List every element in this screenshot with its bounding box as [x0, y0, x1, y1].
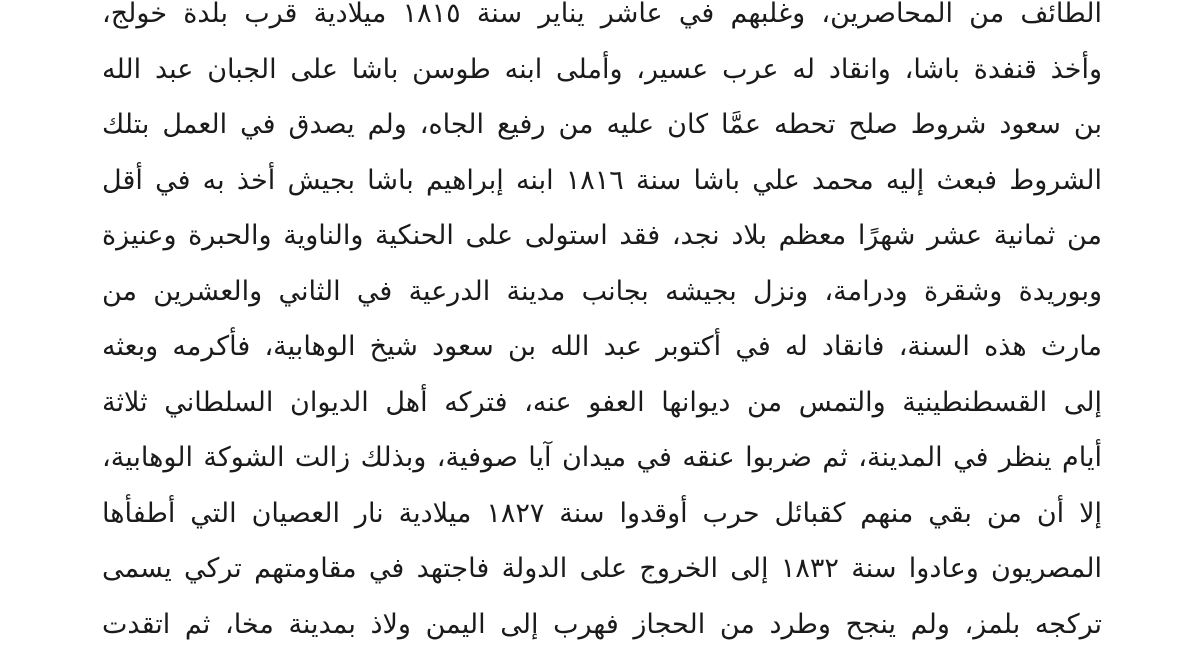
text-line: إلا أن من بقي منهم كقبائل حرب أوقدوا سنة ١٨٢٧ ميلادية نار العصيان التي أطفأها — [102, 486, 1102, 542]
text-line: مارث هذه السنة، فانقاد له في أكتوبر عبد الله بن سعود شيخ الوهابية، فأكرمه وبعثه — [102, 319, 1102, 375]
text-line: الطائف من المحاصرين، وغلبهم في عاشر يناير سنة ١٨١٥ ميلادية قرب بلدة خولج، — [102, 0, 1102, 42]
text-line: أيام ينظر في المدينة، ثم ضربوا عنقه في ميدان آيا صوفية، وبذلك زالت الشوكة الوهابية، — [102, 430, 1102, 486]
text-line: بن سعود شروط صلح تحطه عمَّا كان عليه من رفيع الجاه، ولم يصدق في العمل بتلك — [102, 97, 1102, 153]
arabic-text-block — [102, 0, 1102, 652]
text-line: من ثمانية عشر شهرًا معظم بلاد نجد، فقد استولى على الحنكية والناوية والحبرة وعنيزة — [102, 208, 1102, 264]
text-line: تركجه بلمز، ولم ينجح وطرد من الحجاز فهرب إلى اليمن ولاذ بمدينة مخا، ثم اتقدت — [102, 597, 1102, 652]
text-line: المصريون وعادوا سنة ١٨٣٢ إلى الخروج على الدولة فاجتهد في مقاومتهم تركي يسمى — [102, 541, 1102, 597]
text-line: وأخذ قنفدة باشا، وانقاد له عرب عسير، وأملى ابنه طوسن باشا على الجبان عبد الله — [102, 42, 1102, 98]
text-line: وبوريدة وشقرة ودرامة، ونزل بجيشه بجانب مدينة الدرعية في الثاني والعشرين من — [102, 264, 1102, 320]
text-line: الشروط فبعث إليه محمد علي باشا سنة ١٨١٦ ابنه إبراهيم باشا بجيش أخذ به في أقل — [102, 153, 1102, 209]
text-line: إلى القسطنطينية والتمس من ديوانها العفو عنه، فتركه أهل الديوان السلطاني ثلاثة — [102, 375, 1102, 431]
